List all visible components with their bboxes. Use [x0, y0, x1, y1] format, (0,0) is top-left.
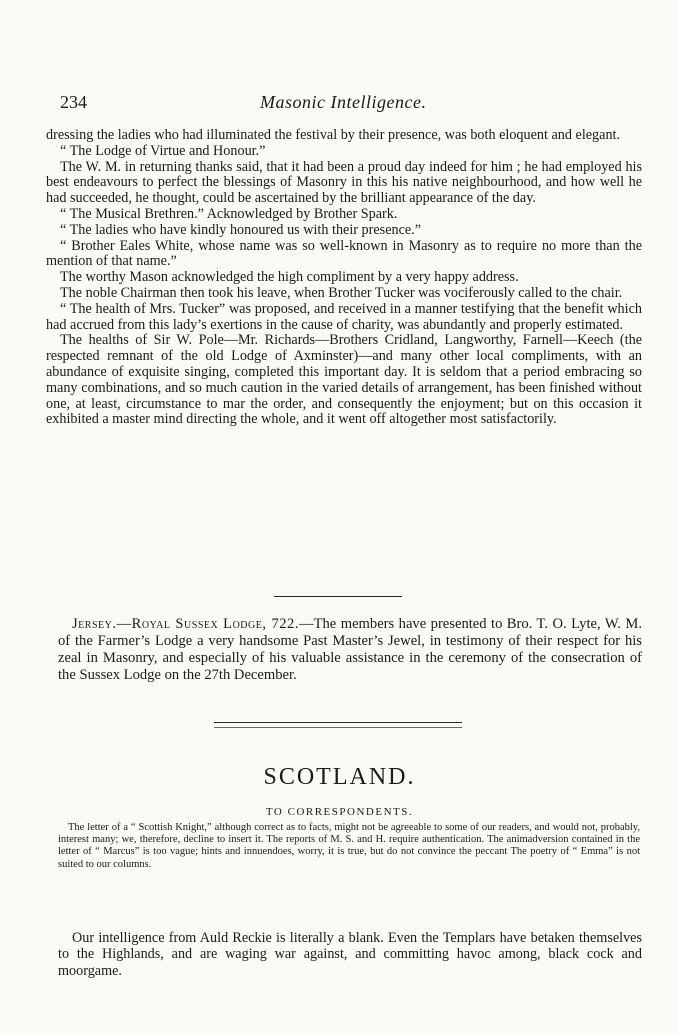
jersey-lead: Jersey.—Royal Sussex Lodge, 722. [72, 616, 299, 632]
section-divider-top [214, 722, 462, 723]
paragraph: “ The ladies who have kindly honoured us with their presence.” [60, 221, 422, 238]
paragraph: dressing the ladies who had illuminated the festival by their presence, was both eloquent and elegant. [46, 127, 621, 143]
paragraph: The worthy Mason acknowledged the high compliment by a very happy address. [60, 269, 519, 286]
paragraph: “ The Lodge of Virtue and Honour.” [60, 142, 266, 159]
paragraph: “ Brother Eales White, whose name was so well-known in Masonry as to require no more than the mention of that name.” [46, 237, 642, 270]
paragraph: “ The health of Mrs. Tucker” was proposed, and received in a manner testifying that the benefit which had accrued from this lady’s exertions in the cause of charity, was abundantly and properly estimated. [46, 300, 642, 333]
correspondents-heading: TO CORRESPONDENTS. [265, 806, 414, 818]
jersey-section [58, 616, 642, 684]
paragraph: “ The Musical Brethren.” Acknowledged by Brother Spark. [60, 205, 398, 222]
jersey-text: —The members have presented to Bro. T. O. Lyte, W. M. of the Farmer’s Lodge a very handsome Past Master’s Jewel, in testimony of their respect for his zeal in Masonry, and especially of his valuable assistance in the ceremony of the consecration of the Sussex Lodge on the 27th December. [58, 616, 642, 683]
article-section-1 [46, 128, 642, 428]
correspondents-note: The letter of a “ Scottish Knight,” although correct as to facts, might not be agreeable to some of our readers, and would not, probably, interest many; we, therefore, decline to insert it. The reports of M. S. and H. require authentication. The animadversion contained in the letter of “ Marcus” is too vague; hints and innuendoes, worry, it is true, but do not convince the peccant The poetry of “ Emma” is not suited to our columns. [58, 822, 640, 870]
page-header [60, 92, 640, 116]
running-title: Masonic Intelligence. [260, 92, 427, 112]
section-divider-bottom [214, 727, 462, 728]
section-heading-scotland: SCOTLAND. [263, 764, 416, 790]
paragraph: The healths of Sir W. Pole—Mr. Richards—Brothers Cridland, Langworthy, Farnell—Keech (the respected remnant of the old Lodge of Axminster)—and many other local compliments, with an abundance of exquisite singing, completed this important day. It is seldom that a period embracing so many combinations, and so much caution in the varied details of arrangement, has been finished without one, at least, circumstance to mar the order, and consequently the enjoyment; but on this occasion it exhibited a master mind directing the whole, and it went off altogether most satisfactorily. [46, 332, 642, 428]
page-number: 234 [60, 92, 87, 112]
paragraph: The noble Chairman then took his leave, when Brother Tucker was vociferously called to the chair. [60, 284, 623, 301]
scotland-paragraph: Our intelligence from Auld Reckie is literally a blank. Even the Templars have betaken themselves to the Highlands, and are waging war against, and committing havoc among, black cock and moorgame. [58, 930, 642, 979]
section-divider [274, 596, 402, 597]
paragraph: The W. M. in returning thanks said, that it had been a proud day indeed for him ; he had employed his best endeavours to perfect the blessings of Masonry in this his native neighbourhood, and how well he had succeeded, he thought, could be ascertained by the brilliant appearance of the day. [46, 158, 642, 207]
